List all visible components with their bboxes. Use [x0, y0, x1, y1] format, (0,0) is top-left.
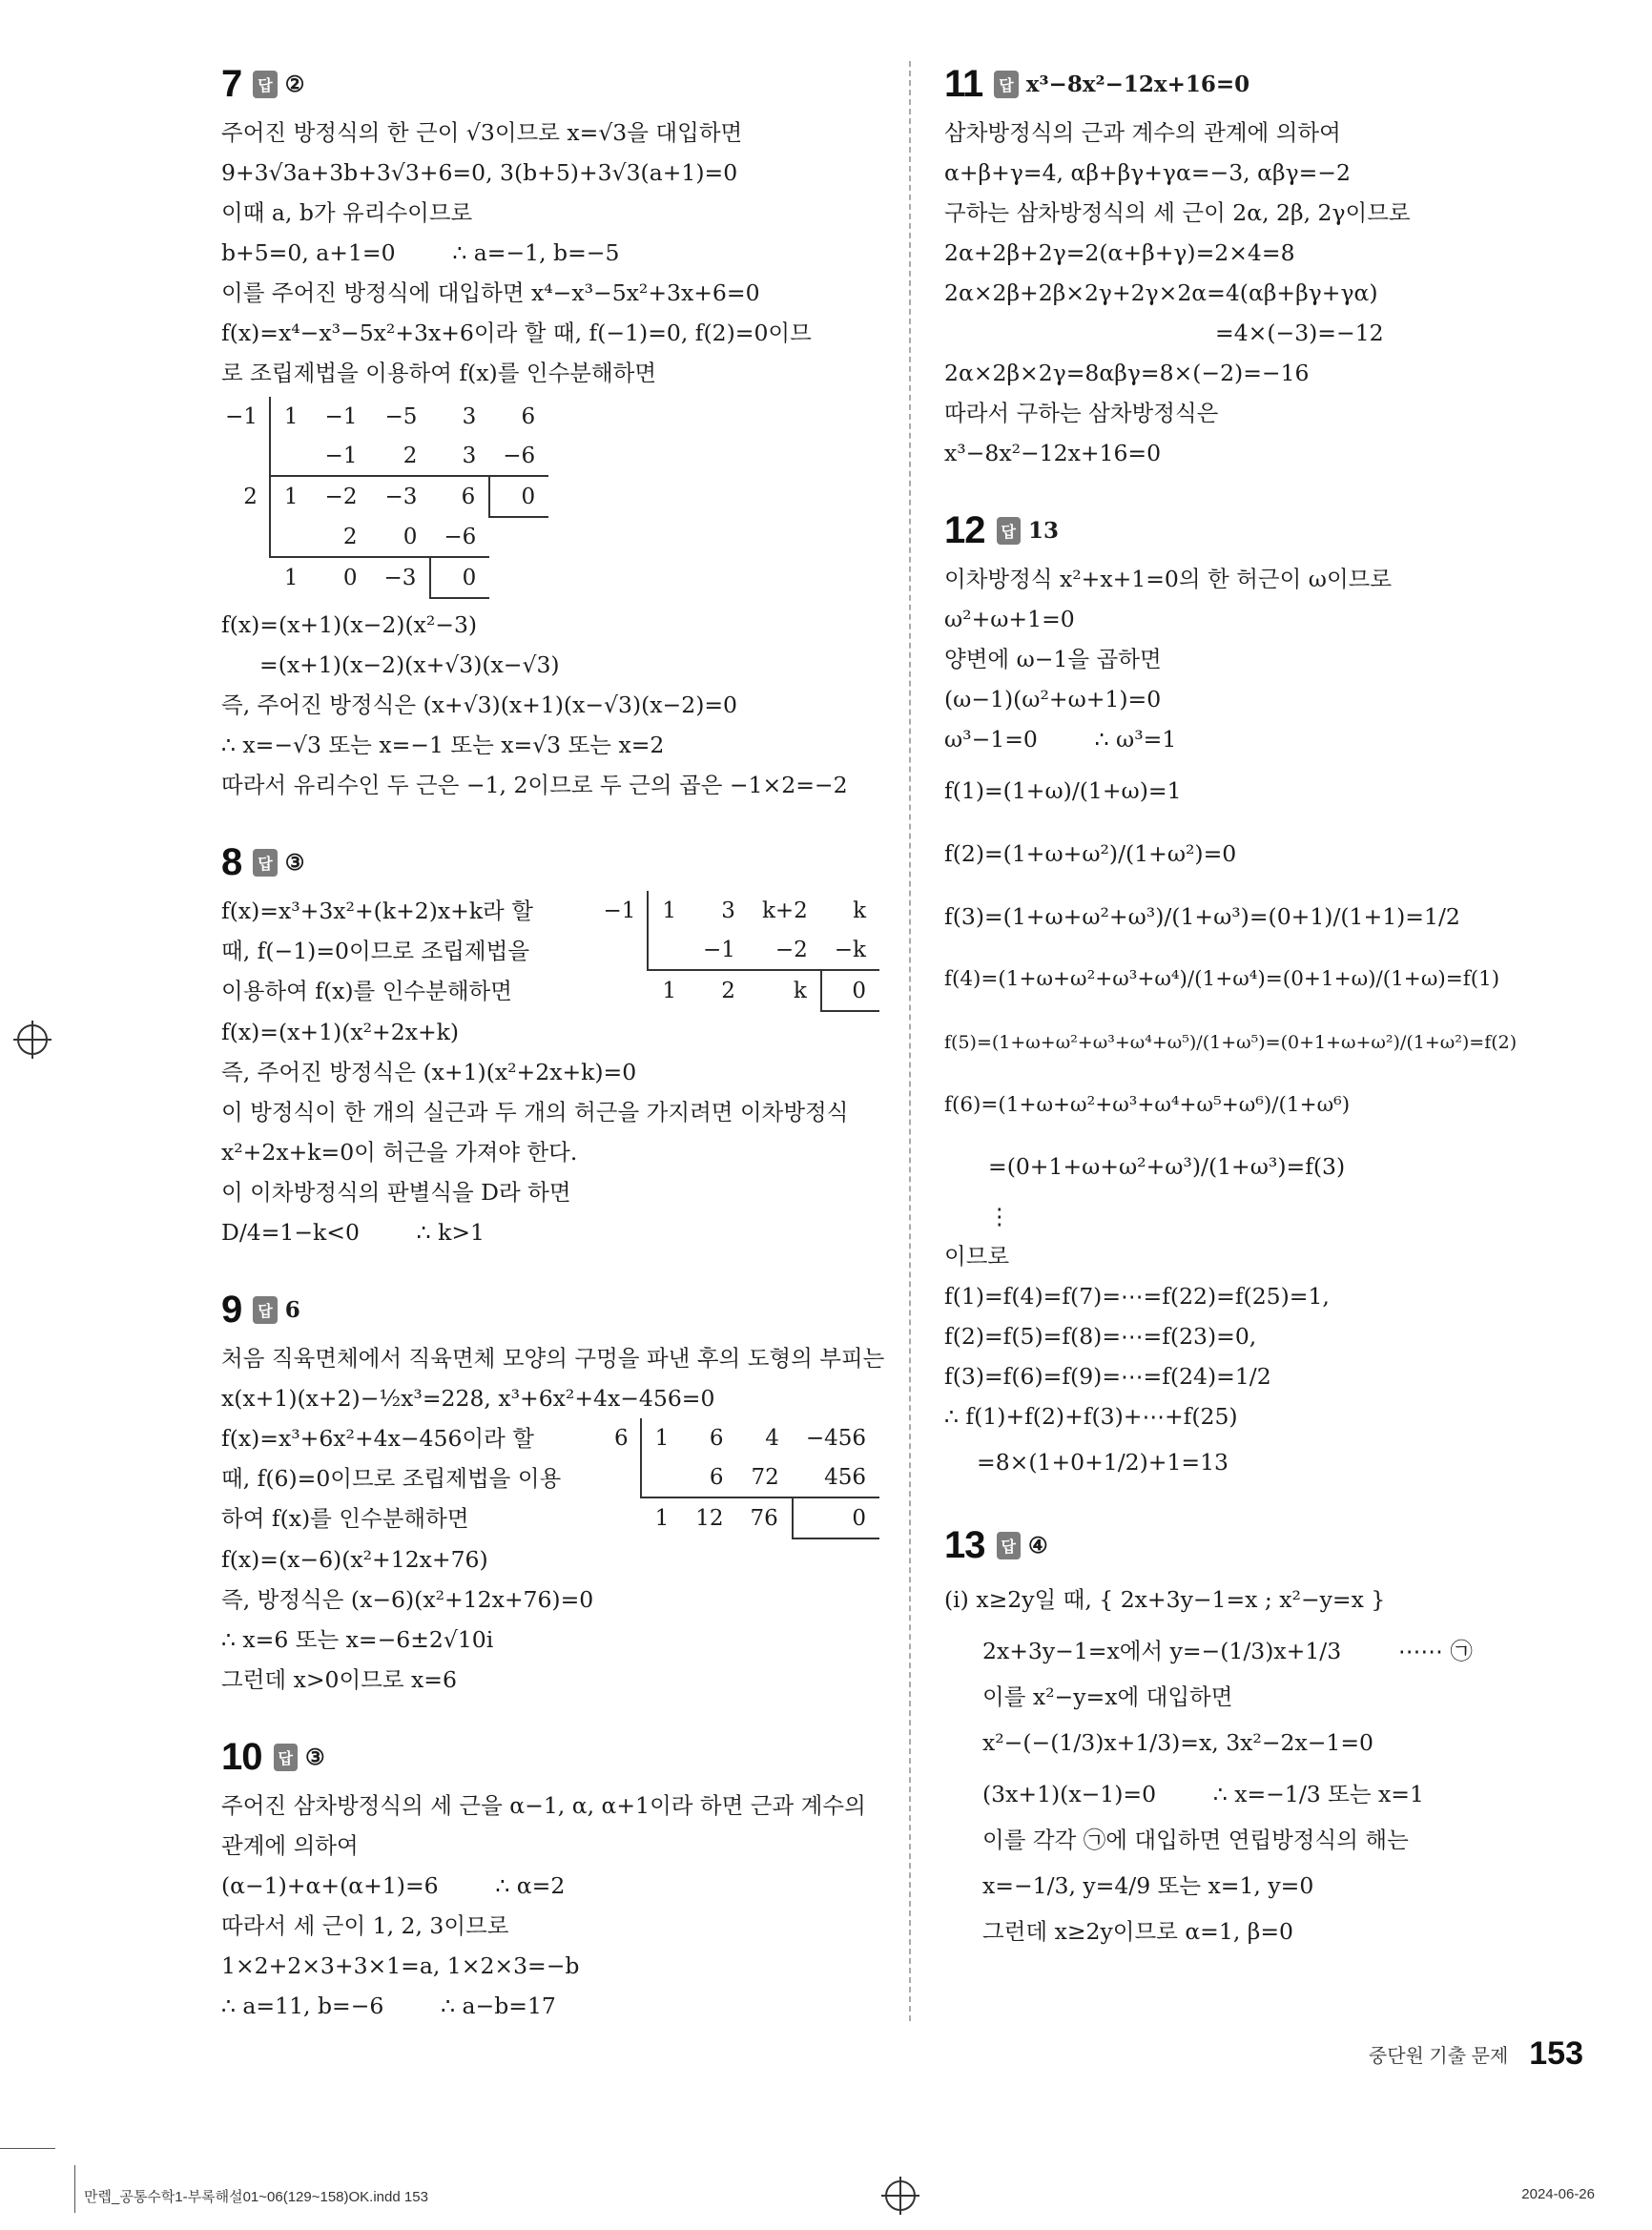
- synth-cell: 0: [370, 517, 430, 557]
- solution-line: x³−8x²−12x+16=0: [944, 440, 1162, 466]
- synth-cell: 1: [648, 891, 690, 930]
- synth-cell: [212, 436, 270, 476]
- solution-line: 따라서 구하는 삼차방정식은: [944, 400, 1219, 426]
- synth-cell: 6: [613, 1425, 629, 1451]
- solution-line: x(x+1)(x+2)−½x³=228, x³+6x²+4x−456=0: [221, 1385, 715, 1412]
- synth-cell: −3: [383, 566, 417, 590]
- synth-cell: −6: [489, 436, 548, 476]
- synth-cell: 3: [462, 403, 477, 429]
- solution-line: f(x)=x³+3x²+(k+2)x+k라 할: [221, 898, 533, 924]
- problem-number: 12: [944, 508, 985, 551]
- synth-cell: 1: [270, 397, 312, 436]
- synth-cell: 2: [312, 517, 371, 557]
- synth-cell: 2: [370, 436, 430, 476]
- problem-11: [944, 59, 1545, 473]
- solution-line: x²+2x+k=0이 허근을 가져야 한다.: [221, 1139, 578, 1166]
- solution-line: f(2)=(1+ω+ω²)/(1+ω²)=0: [944, 840, 1237, 867]
- problem-number: 11: [944, 62, 983, 105]
- synth-cell: −k: [821, 930, 879, 970]
- answer-badge: 답: [274, 1744, 298, 1771]
- synth-cell: [641, 1457, 683, 1497]
- solution-line: (3x+1)(x−1)=0 ∴ x=−1/3 또는 x=1: [982, 1781, 1424, 1807]
- answer-value: ③: [284, 849, 305, 876]
- problem-12: [944, 506, 1545, 1488]
- solution-line: 2α×2β+2β×2γ+2γ×2α=4(αβ+βγ+γα): [944, 279, 1378, 306]
- solution-line: 때, f(6)=0이므로 조립제법을 이용: [221, 1465, 562, 1492]
- solution-line: x=−1/3, y=4/9 또는 x=1, y=0: [982, 1872, 1314, 1899]
- synth-cell: 3: [721, 898, 735, 923]
- solution-line: 그런데 x>0이므로 x=6: [221, 1666, 457, 1693]
- synth-cell: 456: [793, 1457, 879, 1497]
- solution-line: (α−1)+α+(α+1)=6 ∴ α=2: [221, 1872, 566, 1899]
- synth-cell: −2: [324, 485, 358, 509]
- problem-9: [221, 1285, 885, 1700]
- solution-line: f(3)=f(6)=f(9)=⋯=f(24)=1/2: [944, 1363, 1271, 1390]
- synthetic-division-table: [589, 891, 879, 1012]
- solution-line: 주어진 삼차방정식의 세 근을 α−1, α, α+1이라 하면 근과 계수의: [221, 1792, 866, 1819]
- synth-cell: [212, 557, 270, 598]
- page-number: 153: [1529, 2035, 1583, 2072]
- solution-line: (ω−1)(ω²+ω+1)=0: [944, 686, 1162, 712]
- solution-line: =8×(1+0+1/2)+1=13: [977, 1449, 1229, 1476]
- column-divider: [909, 61, 911, 2021]
- solution-line: 이차방정식 x²+x+1=0의 한 허근이 ω이므로: [944, 566, 1393, 592]
- registration-mark-icon: [17, 1024, 48, 1055]
- synth-cell: k: [853, 898, 866, 923]
- solution-line: f(4)=(1+ω+ω²+ω³+ω⁴)/(1+ω⁴)=(0+1+ω)/(1+ω)=f(1): [944, 967, 1500, 991]
- solution-line: 로 조립제법을 이용하여 f(x)를 인수분해하면: [221, 360, 657, 386]
- synth-cell: 2: [721, 979, 735, 1003]
- synth-cell: 12: [695, 1506, 724, 1531]
- answer-value: ②: [284, 71, 305, 97]
- synth-cell: 0: [430, 557, 489, 598]
- synth-cell: [489, 557, 548, 598]
- solution-line: 하여 f(x)를 인수분해하면: [221, 1505, 469, 1532]
- solution-line: 이를 각각 ㉠에 대입하면 연립방정식의 해는: [982, 1827, 1409, 1853]
- problem-13: [944, 1520, 1545, 1951]
- synthetic-division-table: [601, 1418, 879, 1539]
- solution-line: 처음 직육면체에서 직육면체 모양의 구멍을 파낸 후의 도형의 부피는: [221, 1345, 885, 1372]
- problem-8: [221, 837, 879, 1252]
- problem-10: [221, 1732, 879, 2026]
- solution-line: ∴ a=11, b=−6 ∴ a−b=17: [221, 1993, 556, 2019]
- problem-number: 8: [221, 840, 242, 883]
- synth-cell: 4: [765, 1425, 779, 1451]
- synthetic-division-table: [212, 397, 548, 599]
- synth-cell: 2: [243, 484, 258, 509]
- answer-value: ④: [1027, 1532, 1048, 1559]
- synth-cell: [270, 517, 312, 557]
- solution-line: x²−(−(1/3)x+1/3)=x, 3x²−2x−1=0: [982, 1729, 1373, 1756]
- solution-line: 삼차방정식의 근과 계수의 관계에 의하여: [944, 119, 1341, 146]
- solution-line: 이용하여 f(x)를 인수분해하면: [221, 978, 512, 1004]
- synth-cell: 6: [682, 1457, 736, 1497]
- solution-line: 즉, 주어진 방정식은 (x+1)(x²+2x+k)=0: [221, 1059, 637, 1085]
- solution-line: =4×(−3)=−12: [1215, 320, 1384, 346]
- answer-badge: 답: [997, 517, 1021, 545]
- answer-value: 13: [1027, 517, 1059, 544]
- synth-cell: [212, 517, 270, 557]
- synth-cell: −3: [384, 485, 418, 509]
- left-column: [221, 59, 885, 2058]
- solution-line: f(x)=(x+1)(x−2)(x²−3): [221, 611, 478, 638]
- solution-line: 양변에 ω−1을 곱하면: [944, 646, 1162, 672]
- synth-cell: 0: [821, 970, 879, 1011]
- solution-line: 따라서 유리수인 두 근은 −1, 2이므로 두 근의 곱은 −1×2=−2: [221, 772, 848, 798]
- solution-line: f(x)=(x+1)(x²+2x+k): [221, 1019, 460, 1045]
- solution-line: 구하는 삼차방정식의 세 근이 2α, 2β, 2γ이므로: [944, 199, 1411, 226]
- synth-cell: 6: [461, 485, 476, 509]
- solution-line: f(x)=x³+6x²+4x−456이라 할: [221, 1425, 534, 1452]
- solution-line: 2x+3y−1=x에서 y=−(1/3)x+1/3 ⋯⋯ ㉠: [982, 1638, 1473, 1664]
- crop-mark: [74, 2165, 75, 2213]
- synth-cell: 76: [750, 1506, 778, 1531]
- synth-cell: k+2: [761, 898, 808, 923]
- problem-number: 10: [221, 1735, 262, 1778]
- solution-line: 이때 a, b가 유리수이므로: [221, 199, 473, 226]
- solution-line: 2α+2β+2γ=2(α+β+γ)=2×4=8: [944, 239, 1295, 266]
- synth-cell: −456: [805, 1425, 866, 1451]
- answer-badge: 답: [997, 1532, 1021, 1559]
- synth-cell: 0: [793, 1497, 879, 1538]
- solution-line: =(x+1)(x−2)(x+√3)(x−√3): [259, 651, 560, 678]
- solution-line: ⋮: [988, 1203, 1011, 1229]
- synth-cell: [589, 970, 648, 1011]
- solution-line: (ⅰ) x≥2y일 때, { 2x+3y−1=x ; x²−y=x }: [944, 1586, 1386, 1613]
- solution-line: 즉, 주어진 방정식은 (x+√3)(x+1)(x−√3)(x−2)=0: [221, 692, 738, 718]
- synth-cell: 1: [662, 979, 677, 1003]
- solution-line: b+5=0, a+1=0 ∴ a=−1, b=−5: [221, 239, 620, 266]
- registration-mark-icon: [885, 2180, 916, 2211]
- synth-cell: 1: [654, 1506, 670, 1531]
- solution-line: 9+3√3a+3b+3√3+6=0, 3(b+5)+3√3(a+1)=0: [221, 159, 738, 186]
- synth-cell: [589, 930, 648, 970]
- solution-line: 이를 x²−y=x에 대입하면: [982, 1683, 1233, 1710]
- solution-line: 이므로: [944, 1243, 1010, 1270]
- synth-cell: k: [793, 979, 807, 1003]
- problem-7: [221, 59, 879, 805]
- synth-cell: [270, 436, 312, 476]
- solution-line: =(0+1+ω+ω²+ω³)/(1+ω³)=f(3): [988, 1153, 1346, 1180]
- problem-number: 9: [221, 1288, 242, 1331]
- page-footer: [1369, 2035, 1583, 2073]
- synth-cell: 6: [709, 1425, 724, 1451]
- solution-line: ∴ x=6 또는 x=−6±2√10i: [221, 1626, 494, 1653]
- synth-cell: 1: [270, 476, 312, 517]
- solution-line: 이 이차방정식의 판별식을 D라 하면: [221, 1179, 571, 1206]
- synth-cell: 1: [641, 1418, 683, 1457]
- solution-line: 이를 주어진 방정식에 대입하면 x⁴−x³−5x²+3x+6=0: [221, 279, 760, 306]
- synth-cell: 3: [430, 436, 489, 476]
- synth-cell: −1: [603, 898, 636, 923]
- solution-line: 2α×2β×2γ=8αβγ=8×(−2)=−16: [944, 360, 1310, 386]
- solution-line: ω³−1=0 ∴ ω³=1: [944, 726, 1177, 753]
- solution-line: f(1)=f(4)=f(7)=⋯=f(22)=f(25)=1,: [944, 1283, 1330, 1310]
- synth-cell: 0: [342, 566, 358, 590]
- solution-line: ∴ f(1)+f(2)+f(3)+⋯+f(25): [944, 1403, 1238, 1430]
- answer-badge: 답: [253, 71, 277, 98]
- solution-line: 그런데 x≥2y이므로 α=1, β=0: [982, 1918, 1293, 1945]
- solution-line: 주어진 방정식의 한 근이 √3이므로 x=√3을 대입하면: [221, 119, 743, 146]
- answer-badge: 답: [994, 71, 1018, 98]
- synth-cell: −1: [690, 930, 749, 970]
- synth-cell: [601, 1497, 641, 1538]
- solution-line: 이 방정식이 한 개의 실근과 두 개의 허근을 가지려면 이차방정식: [221, 1099, 849, 1125]
- synth-cell: [489, 517, 548, 557]
- synth-cell: −6: [430, 517, 489, 557]
- synth-cell: 0: [489, 476, 548, 517]
- solution-line: D/4=1−k<0 ∴ k>1: [221, 1219, 485, 1246]
- solution-line: 따라서 세 근이 1, 2, 3이므로: [221, 1912, 509, 1939]
- section-title: 중단원 기출 문제: [1368, 2046, 1509, 2067]
- synth-cell: −2: [749, 930, 821, 970]
- answer-value: 6: [284, 1296, 300, 1323]
- crop-mark: [0, 2148, 55, 2149]
- solution-line: f(3)=(1+ω+ω²+ω³)/(1+ω³)=(0+1)/(1+1)=1/2: [944, 903, 1460, 930]
- solution-line: f(2)=f(5)=f(8)=⋯=f(23)=0,: [944, 1323, 1257, 1350]
- solution-line: 때, f(−1)=0이므로 조립제법을: [221, 938, 530, 964]
- answer-value: x³−8x²−12x+16=0: [1025, 71, 1250, 97]
- solution-line: ω²+ω+1=0: [944, 606, 1075, 632]
- synth-cell: −1: [312, 436, 371, 476]
- answer-badge: 답: [253, 1296, 277, 1324]
- file-name: 만렙_공통수학1-부록해설01~06(129~158)OK.indd 153: [84, 2189, 428, 2205]
- synth-cell: −1: [225, 403, 258, 429]
- synth-cell: 72: [737, 1457, 793, 1497]
- problem-number: 13: [944, 1523, 985, 1566]
- synth-cell: [601, 1457, 641, 1497]
- right-column: [944, 59, 1545, 1984]
- print-date: 2024-06-26: [1521, 2186, 1595, 2202]
- solution-line: f(1)=(1+ω)/(1+ω)=1: [944, 777, 1182, 804]
- solution-line: f(x)=x⁴−x³−5x²+3x+6이라 할 때, f(−1)=0, f(2)=0이므: [221, 320, 812, 346]
- synth-cell: −5: [384, 403, 418, 429]
- solution-line: f(6)=(1+ω+ω²+ω³+ω⁴+ω⁵+ω⁶)/(1+ω⁶): [944, 1093, 1351, 1117]
- synth-cell: 1: [283, 566, 299, 590]
- answer-badge: 답: [253, 849, 277, 877]
- solution-line: f(x)=(x−6)(x²+12x+76): [221, 1546, 488, 1573]
- solution-line: 관계에 의하여: [221, 1832, 359, 1859]
- problem-number: 7: [221, 62, 242, 105]
- synth-cell: −1: [324, 403, 358, 429]
- synth-cell: 6: [521, 403, 536, 429]
- synth-cell: [648, 930, 690, 970]
- solution-line: 즉, 방정식은 (x−6)(x²+12x+76)=0: [221, 1586, 594, 1613]
- solution-line: ∴ x=−√3 또는 x=−1 또는 x=√3 또는 x=2: [221, 732, 665, 758]
- solution-line: α+β+γ=4, αβ+βγ+γα=−3, αβγ=−2: [944, 159, 1351, 186]
- answer-value: ③: [304, 1744, 325, 1770]
- solution-line: 1×2+2×3+3×1=a, 1×2×3=−b: [221, 1952, 580, 1979]
- solution-line: f(5)=(1+ω+ω²+ω³+ω⁴+ω⁵)/(1+ω⁵)=(0+1+ω+ω²)/(1+ω²)=f(2): [944, 1032, 1518, 1053]
